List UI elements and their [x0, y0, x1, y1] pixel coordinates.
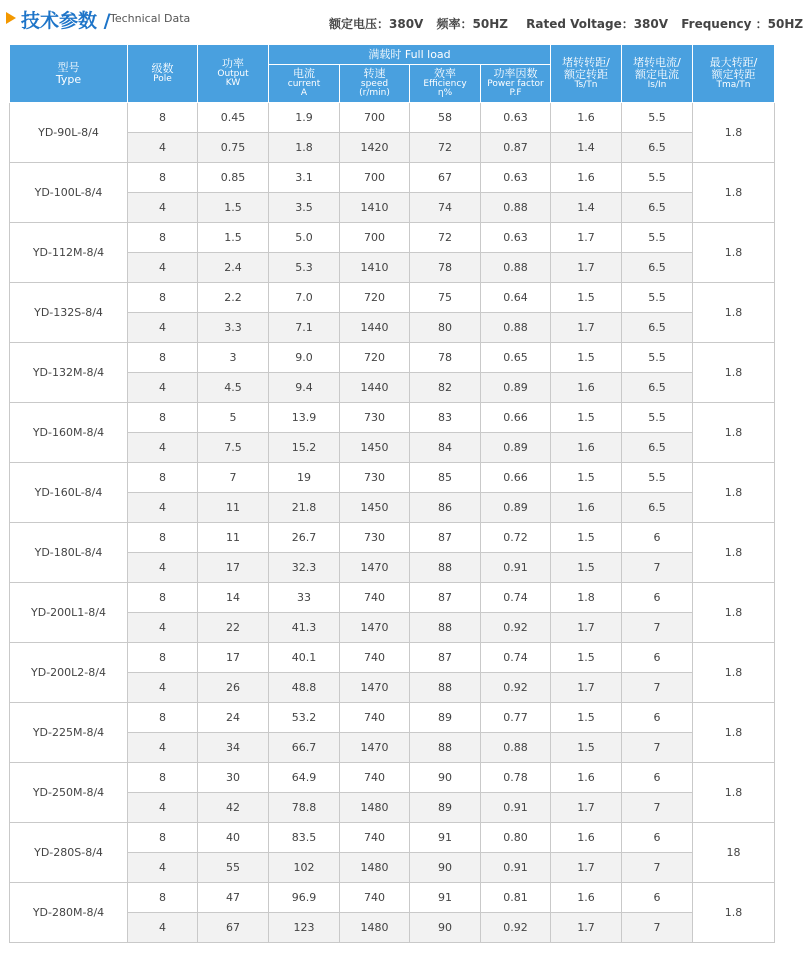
cell-speed: 1470 — [340, 673, 410, 703]
cell-speed: 740 — [340, 763, 410, 793]
cell-ts-tn: 1.5 — [551, 553, 622, 583]
cell-power: 40 — [198, 823, 269, 853]
cell-current: 78.8 — [269, 793, 340, 823]
cell-power-factor: 0.74 — [481, 583, 551, 613]
cell-ts-tn: 1.5 — [551, 463, 622, 493]
cell-is-in: 5.5 — [622, 283, 693, 313]
cell-tma-tn: 1.8 — [693, 763, 775, 823]
cell-power-factor: 0.87 — [481, 133, 551, 163]
cell-efficiency: 85 — [410, 463, 481, 493]
cell-current: 9.4 — [269, 373, 340, 403]
cell-is-in: 5.5 — [622, 463, 693, 493]
cell-ts-tn: 1.7 — [551, 793, 622, 823]
cell-ts-tn: 1.6 — [551, 883, 622, 913]
cell-efficiency: 72 — [410, 133, 481, 163]
cell-is-in: 6.5 — [622, 493, 693, 523]
cell-current: 7.1 — [269, 313, 340, 343]
cell-current: 5.0 — [269, 223, 340, 253]
cell-pole: 8 — [128, 163, 198, 193]
cell-efficiency: 89 — [410, 703, 481, 733]
cell-is-in: 7 — [622, 733, 693, 763]
cell-tma-tn: 1.8 — [693, 283, 775, 343]
cell-power: 2.4 — [198, 253, 269, 283]
cell-power-factor: 0.64 — [481, 283, 551, 313]
cell-pole: 4 — [128, 373, 198, 403]
cell-model-type: YD-160M-8/4 — [10, 403, 128, 463]
cell-speed: 730 — [340, 463, 410, 493]
cell-model-type: YD-132S-8/4 — [10, 283, 128, 343]
spec-voltage-cn: 额定电压：380V — [329, 17, 424, 31]
cell-is-in: 7 — [622, 913, 693, 943]
table-row — [10, 523, 775, 553]
cell-efficiency: 91 — [410, 883, 481, 913]
cell-pole: 4 — [128, 253, 198, 283]
table-row — [10, 883, 775, 913]
table-row — [10, 823, 775, 853]
cell-speed: 1470 — [340, 733, 410, 763]
cell-model-type: YD-250M-8/4 — [10, 763, 128, 823]
cell-power-factor: 0.92 — [481, 913, 551, 943]
cell-tma-tn: 1.8 — [693, 523, 775, 583]
cell-speed: 700 — [340, 163, 410, 193]
col-power-factor: 功率因数 Power factor P.F — [481, 65, 551, 103]
cell-is-in: 6 — [622, 523, 693, 553]
cell-tma-tn: 1.8 — [693, 463, 775, 523]
cell-current: 3.1 — [269, 163, 340, 193]
cell-power-factor: 0.89 — [481, 433, 551, 463]
table-row — [10, 583, 775, 613]
col-ts-tn: 堵转转距/ 额定转距 Ts/Tn — [551, 45, 622, 103]
cell-power: 3.3 — [198, 313, 269, 343]
cell-efficiency: 67 — [410, 163, 481, 193]
cell-efficiency: 87 — [410, 583, 481, 613]
cell-current: 66.7 — [269, 733, 340, 763]
cell-current: 83.5 — [269, 823, 340, 853]
cell-pole: 8 — [128, 523, 198, 553]
cell-current: 96.9 — [269, 883, 340, 913]
col-efficiency: 效率 Efficiency η% — [410, 65, 481, 103]
cell-is-in: 5.5 — [622, 403, 693, 433]
cell-speed: 1470 — [340, 553, 410, 583]
cell-pole: 4 — [128, 613, 198, 643]
cell-power: 5 — [198, 403, 269, 433]
cell-is-in: 6 — [622, 643, 693, 673]
cell-ts-tn: 1.8 — [551, 583, 622, 613]
cell-pole: 4 — [128, 433, 198, 463]
cell-power-factor: 0.63 — [481, 223, 551, 253]
cell-model-type: YD-280M-8/4 — [10, 883, 128, 943]
table-row — [10, 403, 775, 433]
cell-power-factor: 0.92 — [481, 673, 551, 703]
cell-power: 47 — [198, 883, 269, 913]
cell-current: 102 — [269, 853, 340, 883]
cell-ts-tn: 1.6 — [551, 493, 622, 523]
cell-speed: 740 — [340, 823, 410, 853]
cell-efficiency: 90 — [410, 913, 481, 943]
cell-is-in: 7 — [622, 673, 693, 703]
cell-is-in: 6.5 — [622, 373, 693, 403]
cell-ts-tn: 1.5 — [551, 283, 622, 313]
cell-ts-tn: 1.6 — [551, 373, 622, 403]
cell-efficiency: 74 — [410, 193, 481, 223]
cell-current: 1.9 — [269, 103, 340, 133]
cell-current: 26.7 — [269, 523, 340, 553]
cell-pole: 4 — [128, 193, 198, 223]
page-header — [0, 0, 804, 42]
cell-pole: 4 — [128, 673, 198, 703]
cell-is-in: 6.5 — [622, 193, 693, 223]
cell-speed: 1450 — [340, 493, 410, 523]
cell-power: 1.5 — [198, 193, 269, 223]
section-title: 技术参数 / — [21, 10, 111, 32]
cell-power: 0.45 — [198, 103, 269, 133]
cell-efficiency: 87 — [410, 523, 481, 553]
table-row — [10, 343, 775, 373]
cell-efficiency: 58 — [410, 103, 481, 133]
table-row — [10, 283, 775, 313]
col-power: 功率 Output KW — [198, 45, 269, 103]
cell-power-factor: 0.63 — [481, 163, 551, 193]
cell-power-factor: 0.92 — [481, 613, 551, 643]
cell-ts-tn: 1.7 — [551, 613, 622, 643]
cell-current: 123 — [269, 913, 340, 943]
cell-power: 2.2 — [198, 283, 269, 313]
cell-power-factor: 0.88 — [481, 253, 551, 283]
cell-pole: 4 — [128, 853, 198, 883]
cell-efficiency: 80 — [410, 313, 481, 343]
col-tma-tn: 最大转距/ 额定转距 Tma/Tn — [693, 45, 775, 103]
cell-is-in: 7 — [622, 853, 693, 883]
cell-pole: 8 — [128, 103, 198, 133]
cell-speed: 1440 — [340, 313, 410, 343]
cell-pole: 8 — [128, 703, 198, 733]
cell-efficiency: 88 — [410, 673, 481, 703]
cell-efficiency: 78 — [410, 253, 481, 283]
cell-efficiency: 86 — [410, 493, 481, 523]
cell-is-in: 6.5 — [622, 133, 693, 163]
cell-tma-tn: 1.8 — [693, 163, 775, 223]
cell-speed: 740 — [340, 703, 410, 733]
cell-current: 32.3 — [269, 553, 340, 583]
cell-current: 7.0 — [269, 283, 340, 313]
cell-tma-tn: 1.8 — [693, 703, 775, 763]
cell-pole: 8 — [128, 343, 198, 373]
cell-is-in: 6.5 — [622, 313, 693, 343]
cell-power-factor: 0.80 — [481, 823, 551, 853]
cell-power-factor: 0.88 — [481, 193, 551, 223]
cell-ts-tn: 1.5 — [551, 403, 622, 433]
cell-pole: 8 — [128, 283, 198, 313]
cell-power: 55 — [198, 853, 269, 883]
cell-efficiency: 75 — [410, 283, 481, 313]
cell-is-in: 6 — [622, 763, 693, 793]
cell-model-type: YD-112M-8/4 — [10, 223, 128, 283]
spec-frequency-en: Frequency ：50HZ — [681, 17, 804, 31]
cell-model-type: YD-200L1-8/4 — [10, 583, 128, 643]
cell-power: 30 — [198, 763, 269, 793]
cell-speed: 1470 — [340, 613, 410, 643]
cell-efficiency: 83 — [410, 403, 481, 433]
cell-speed: 1420 — [340, 133, 410, 163]
cell-efficiency: 88 — [410, 733, 481, 763]
cell-speed: 700 — [340, 223, 410, 253]
cell-efficiency: 88 — [410, 613, 481, 643]
cell-current: 33 — [269, 583, 340, 613]
col-pole: 级数 Pole — [128, 45, 198, 103]
cell-power-factor: 0.89 — [481, 373, 551, 403]
cell-pole: 8 — [128, 583, 198, 613]
cell-is-in: 5.5 — [622, 163, 693, 193]
cell-ts-tn: 1.6 — [551, 823, 622, 853]
cell-speed: 1410 — [340, 253, 410, 283]
section-subtitle: Technical Data — [110, 12, 191, 25]
cell-model-type: YD-132M-8/4 — [10, 343, 128, 403]
cell-pole: 4 — [128, 793, 198, 823]
cell-ts-tn: 1.7 — [551, 673, 622, 703]
cell-power: 1.5 — [198, 223, 269, 253]
cell-efficiency: 91 — [410, 823, 481, 853]
cell-current: 5.3 — [269, 253, 340, 283]
cell-power-factor: 0.77 — [481, 703, 551, 733]
cell-efficiency: 90 — [410, 853, 481, 883]
cell-speed: 730 — [340, 403, 410, 433]
cell-is-in: 6 — [622, 883, 693, 913]
cell-pole: 4 — [128, 133, 198, 163]
cell-power-factor: 0.74 — [481, 643, 551, 673]
cell-efficiency: 89 — [410, 793, 481, 823]
cell-pole: 8 — [128, 643, 198, 673]
cell-power: 42 — [198, 793, 269, 823]
cell-pole: 4 — [128, 313, 198, 343]
cell-pole: 8 — [128, 403, 198, 433]
cell-ts-tn: 1.7 — [551, 853, 622, 883]
cell-pole: 8 — [128, 223, 198, 253]
cell-power-factor: 0.66 — [481, 403, 551, 433]
cell-speed: 1440 — [340, 373, 410, 403]
cell-ts-tn: 1.5 — [551, 703, 622, 733]
cell-ts-tn: 1.6 — [551, 763, 622, 793]
cell-power-factor: 0.89 — [481, 493, 551, 523]
cell-pole: 4 — [128, 913, 198, 943]
cell-is-in: 6 — [622, 823, 693, 853]
cell-speed: 740 — [340, 883, 410, 913]
cell-model-type: YD-225M-8/4 — [10, 703, 128, 763]
cell-model-type: YD-180L-8/4 — [10, 523, 128, 583]
cell-power: 0.75 — [198, 133, 269, 163]
table-row — [10, 643, 775, 673]
cell-power: 14 — [198, 583, 269, 613]
cell-tma-tn: 1.8 — [693, 583, 775, 643]
cell-power: 0.85 — [198, 163, 269, 193]
cell-speed: 1480 — [340, 853, 410, 883]
cell-is-in: 5.5 — [622, 103, 693, 133]
cell-efficiency: 87 — [410, 643, 481, 673]
cell-power-factor: 0.66 — [481, 463, 551, 493]
rated-specs — [329, 15, 812, 32]
cell-power: 67 — [198, 913, 269, 943]
cell-is-in: 7 — [622, 613, 693, 643]
cell-power: 22 — [198, 613, 269, 643]
cell-current: 3.5 — [269, 193, 340, 223]
cell-efficiency: 78 — [410, 343, 481, 373]
cell-model-type: YD-160L-8/4 — [10, 463, 128, 523]
cell-speed: 740 — [340, 583, 410, 613]
cell-efficiency: 84 — [410, 433, 481, 463]
cell-is-in: 6.5 — [622, 253, 693, 283]
cell-is-in: 6.5 — [622, 433, 693, 463]
cell-power: 7 — [198, 463, 269, 493]
cell-model-type: YD-100L-8/4 — [10, 163, 128, 223]
cell-power-factor: 0.91 — [481, 553, 551, 583]
cell-tma-tn: 1.8 — [693, 403, 775, 463]
cell-power-factor: 0.72 — [481, 523, 551, 553]
cell-speed: 720 — [340, 283, 410, 313]
cell-current: 9.0 — [269, 343, 340, 373]
cell-is-in: 6 — [622, 583, 693, 613]
cell-ts-tn: 1.5 — [551, 643, 622, 673]
cell-speed: 730 — [340, 523, 410, 553]
cell-power-factor: 0.91 — [481, 853, 551, 883]
cell-speed: 1480 — [340, 913, 410, 943]
cell-current: 41.3 — [269, 613, 340, 643]
cell-model-type: YD-90L-8/4 — [10, 103, 128, 163]
cell-power-factor: 0.78 — [481, 763, 551, 793]
cell-tma-tn: 1.8 — [693, 223, 775, 283]
cell-tma-tn: 18 — [693, 823, 775, 883]
table-body — [10, 103, 775, 943]
cell-current: 48.8 — [269, 673, 340, 703]
cell-power: 34 — [198, 733, 269, 763]
table-row — [10, 763, 775, 793]
cell-tma-tn: 1.8 — [693, 643, 775, 703]
cell-ts-tn: 1.4 — [551, 193, 622, 223]
cell-ts-tn: 1.5 — [551, 733, 622, 763]
cell-speed: 700 — [340, 103, 410, 133]
table-row — [10, 463, 775, 493]
cell-current: 15.2 — [269, 433, 340, 463]
cell-is-in: 5.5 — [622, 343, 693, 373]
cell-power-factor: 0.91 — [481, 793, 551, 823]
col-type: 型号 Type — [10, 45, 128, 103]
cell-speed: 1410 — [340, 193, 410, 223]
cell-power: 3 — [198, 343, 269, 373]
cell-ts-tn: 1.7 — [551, 253, 622, 283]
cell-speed: 740 — [340, 643, 410, 673]
cell-speed: 1450 — [340, 433, 410, 463]
cell-tma-tn: 1.8 — [693, 103, 775, 163]
cell-pole: 4 — [128, 553, 198, 583]
technical-data-table — [9, 44, 775, 943]
cell-efficiency: 90 — [410, 763, 481, 793]
cell-current: 53.2 — [269, 703, 340, 733]
cell-tma-tn: 1.8 — [693, 883, 775, 943]
cell-current: 19 — [269, 463, 340, 493]
cell-power: 24 — [198, 703, 269, 733]
cell-power: 11 — [198, 523, 269, 553]
cell-current: 21.8 — [269, 493, 340, 523]
cell-power-factor: 0.81 — [481, 883, 551, 913]
cell-efficiency: 82 — [410, 373, 481, 403]
cell-power: 11 — [198, 493, 269, 523]
cell-pole: 8 — [128, 463, 198, 493]
cell-pole: 4 — [128, 733, 198, 763]
cell-efficiency: 72 — [410, 223, 481, 253]
cell-current: 64.9 — [269, 763, 340, 793]
cell-ts-tn: 1.4 — [551, 133, 622, 163]
spec-voltage-en: Rated Voltage：380V — [526, 17, 669, 31]
cell-speed: 720 — [340, 343, 410, 373]
cell-power: 4.5 — [198, 373, 269, 403]
cell-speed: 1480 — [340, 793, 410, 823]
cell-ts-tn: 1.7 — [551, 913, 622, 943]
table-row — [10, 163, 775, 193]
triangle-arrow-icon — [6, 12, 16, 24]
cell-ts-tn: 1.6 — [551, 103, 622, 133]
cell-model-type: YD-280S-8/4 — [10, 823, 128, 883]
cell-power: 17 — [198, 553, 269, 583]
cell-ts-tn: 1.6 — [551, 163, 622, 193]
cell-is-in: 6 — [622, 703, 693, 733]
col-speed: 转速 speed (r/min) — [340, 65, 410, 103]
cell-power-factor: 0.88 — [481, 313, 551, 343]
cell-current: 1.8 — [269, 133, 340, 163]
col-group-full-load: 满载时 Full load — [269, 45, 551, 65]
cell-current: 40.1 — [269, 643, 340, 673]
cell-efficiency: 88 — [410, 553, 481, 583]
cell-pole: 8 — [128, 883, 198, 913]
cell-power-factor: 0.63 — [481, 103, 551, 133]
cell-power: 17 — [198, 643, 269, 673]
cell-power-factor: 0.88 — [481, 733, 551, 763]
spec-frequency-cn: 频率：50HZ — [436, 17, 508, 31]
cell-is-in: 7 — [622, 793, 693, 823]
cell-pole: 8 — [128, 763, 198, 793]
cell-is-in: 7 — [622, 553, 693, 583]
col-current: 电流 current A — [269, 65, 340, 103]
cell-pole: 4 — [128, 493, 198, 523]
cell-is-in: 5.5 — [622, 223, 693, 253]
cell-pole: 8 — [128, 823, 198, 853]
table-row — [10, 703, 775, 733]
cell-power-factor: 0.65 — [481, 343, 551, 373]
cell-power: 26 — [198, 673, 269, 703]
col-is-in: 堵转电流/ 额定电流 Is/In — [622, 45, 693, 103]
cell-tma-tn: 1.8 — [693, 343, 775, 403]
cell-ts-tn: 1.5 — [551, 343, 622, 373]
cell-current: 13.9 — [269, 403, 340, 433]
table-row — [10, 223, 775, 253]
table-row — [10, 103, 775, 133]
cell-ts-tn: 1.6 — [551, 433, 622, 463]
cell-ts-tn: 1.7 — [551, 223, 622, 253]
cell-power: 7.5 — [198, 433, 269, 463]
cell-model-type: YD-200L2-8/4 — [10, 643, 128, 703]
cell-ts-tn: 1.5 — [551, 523, 622, 553]
cell-ts-tn: 1.7 — [551, 313, 622, 343]
